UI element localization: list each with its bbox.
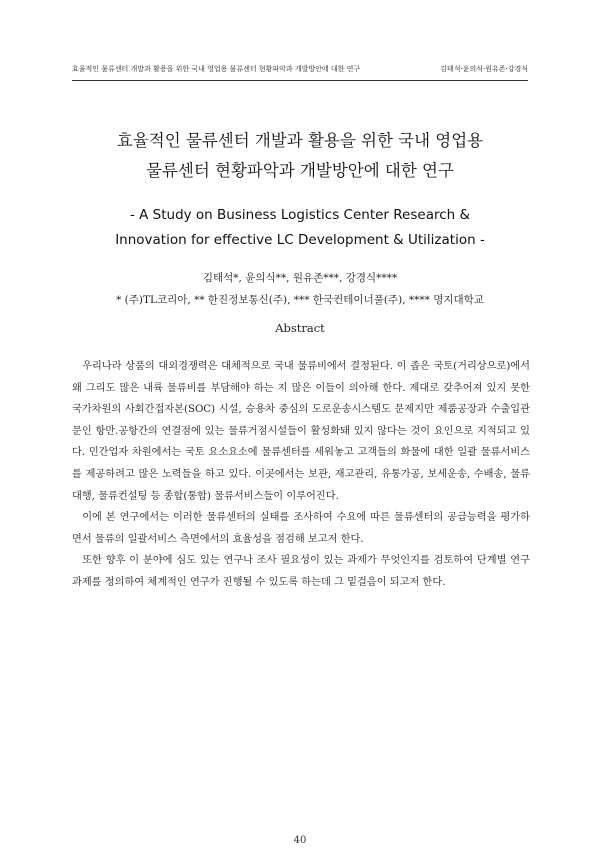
running-title: 효율적인 물류센터 개발과 활용을 위한 국내 영업용 물류센터 현황파악과 개발방안에 대한 연구 — [72, 65, 361, 73]
abstract-paragraph-1: 우리나라 상품의 대외경쟁력은 대체적으로 국내 물류비에서 결정된다. 이 좁은 국토(거리상으로)에서 왜 그리도 많은 내륙 물류비를 부담해야 하는 지 많은 이들이 의아해 한다. 제대로 갖추어져 있지 못한 국가차원의 사회간접자본(SOC) 시설, 승용차 중심의 도로운송시스템도 문제지만 제품공장과 수출입관문인 항만.공항간의 연결점에 있는 물류거점시설들이 활성화돼 있지 않다는 것이 요인으로 지적되고 있다. 민간업자 차원에서는 국토 요소요소에 물류센터를 세워놓고 고객들의 화물에 대한 일괄 물류서비스를 제공하려고 많은 노력들을 하고 있다. 이곳에서는 보관, 재고관리, 유통가공, 보세운송, 수배송, 물류대행, 물류컨설팅 등 종합(통합) 물류서비스들이 이루어진다. — [72, 361, 530, 502]
author-affiliations: * (주)TL코리아, ** 한진정보통신(주), *** 한국컨테이너풀(주), **** 명지대학교 — [116, 294, 484, 306]
english-title — [60, 203, 540, 253]
korean-title-line-1: 효율적인 물류센터 개발과 활용을 위한 국내 영업용 — [116, 131, 484, 150]
abstract-heading: Abstract — [275, 321, 325, 335]
korean-title-line-2: 물류센터 현황파악과 개발방안에 대한 연구 — [146, 161, 454, 180]
korean-title — [60, 126, 540, 186]
english-title-line-2: Innovation for effective LC Development & Utilization - — [115, 232, 485, 248]
author-names: 김태석*, 윤의식**, 원유존***, 강경식**** — [202, 272, 398, 284]
abstract-body — [72, 356, 530, 594]
abstract-paragraph-2: 이에 본 연구에서는 이러한 물류센터의 실태를 조사하여 수요에 따른 물류센터의 공급능력을 평가하면서 물류의 일괄서비스 측면에서의 효율성을 점검해 보고저 한다. — [72, 512, 530, 545]
abstract-paragraph-3: 또한 향후 이 분야에 심도 있는 연구나 조사 필요성이 있는 과제가 무엇인지를 검토하여 단계별 연구과제를 정의하여 체계적인 연구가 진행될 수 있도록 하는데 그 밑걸음이 되고저 한다. — [72, 555, 530, 588]
page-number: 40 — [293, 835, 307, 846]
running-authors: 김태석·윤의식·원유존·강경식 — [440, 65, 528, 73]
author-block — [60, 267, 540, 311]
english-title-line-1: - A Study on Business Logistics Center Research & — [129, 207, 471, 223]
header-rule — [72, 80, 528, 81]
running-header — [72, 64, 528, 74]
